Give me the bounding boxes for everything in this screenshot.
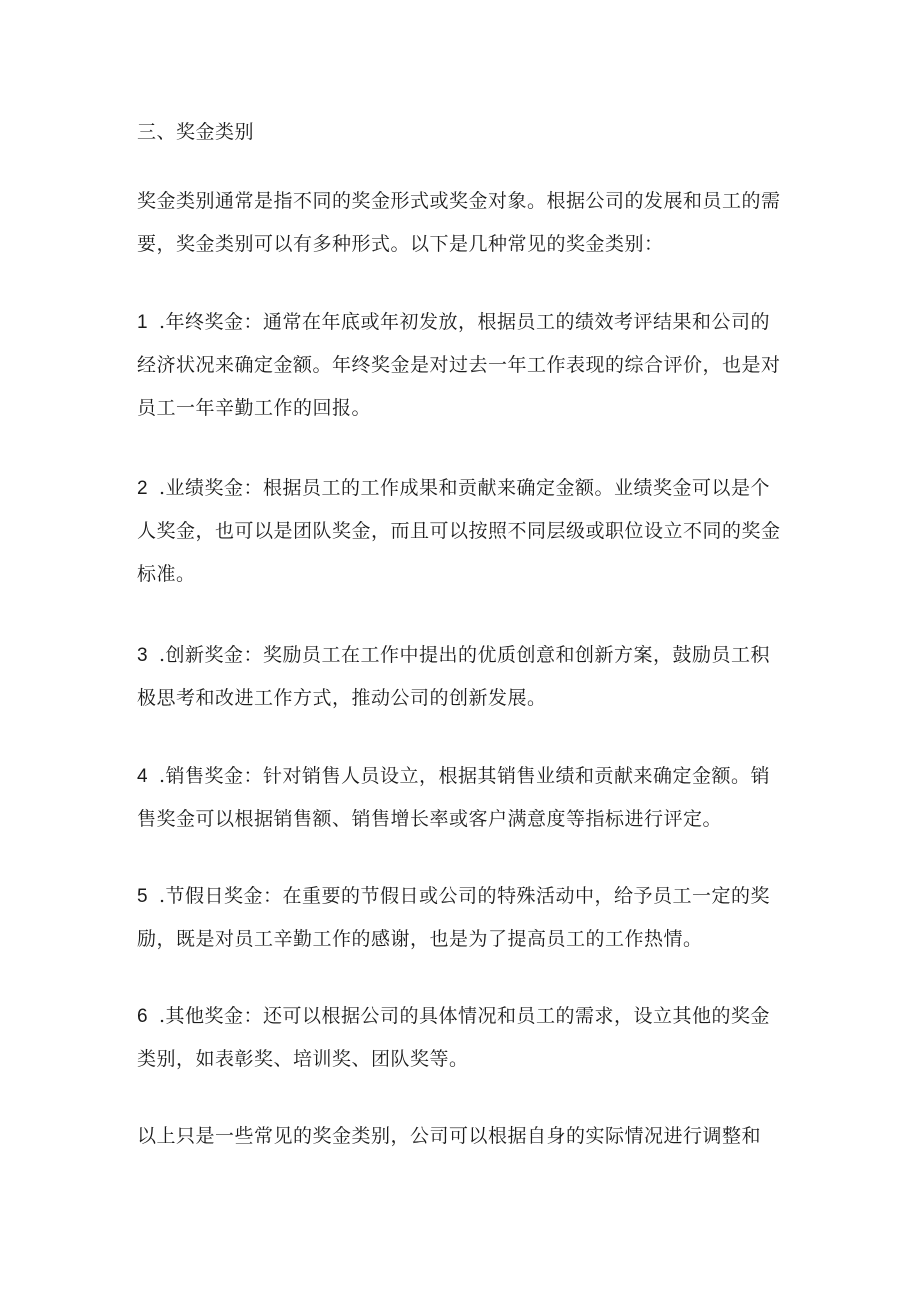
section-heading [137, 111, 792, 154]
item-number: 2 [137, 478, 149, 499]
item-number: 1 [137, 312, 149, 333]
item-text: .销售奖金：针对销售人员设立，根据其销售业绩和贡献来确定金额。销 [159, 765, 771, 787]
paragraph-line: 人奖金，也可以是团队奖金，而且可以按照不同层级或职位设立不同的奖金 [137, 520, 781, 542]
paragraph-line: 要，奖金类别可以有多种形式。以下是几种常见的奖金类别： [137, 233, 664, 255]
list-item-5 [137, 875, 792, 961]
paragraph-line: 励，既是对员工辛勤工作的感谢，也是为了提高员工的工作热情。 [137, 928, 703, 950]
paragraph-line [137, 634, 792, 677]
item-text: .业绩奖金：根据员工的工作成果和贡献来确定金额。业绩奖金可以是个 [159, 477, 771, 499]
list-item-2 [137, 467, 792, 596]
paragraph-line: 售奖金可以根据销售额、销售增长率或客户满意度等指标进行评定。 [137, 808, 723, 830]
item-text: .节假日奖金：在重要的节假日或公司的特殊活动中，给予员工一定的奖 [159, 885, 771, 907]
paragraph-line [137, 995, 792, 1038]
item-number: 3 [137, 645, 149, 666]
paragraph-line: 标准。 [137, 563, 196, 585]
paragraph-line: 以上只是一些常见的奖金类别，公司可以根据自身的实际情况进行调整和 [137, 1125, 762, 1147]
item-text: .年终奖金：通常在年底或年初发放，根据员工的绩效考评结果和公司的 [159, 311, 771, 333]
item-number: 5 [137, 886, 149, 907]
list-item-6 [137, 995, 792, 1081]
paragraph-line: 员工一年辛勤工作的回报。 [137, 397, 372, 419]
list-item-4 [137, 755, 792, 841]
item-text: .创新奖金：奖励员工在工作中提出的优质创意和创新方案，鼓励员工积 [159, 644, 771, 666]
closing-paragraph [137, 1115, 792, 1158]
item-number: 4 [137, 766, 149, 787]
paragraph-line [137, 755, 792, 798]
list-item-1 [137, 301, 792, 430]
heading-line: 三、奖金类别 [137, 121, 255, 143]
list-item-3 [137, 634, 792, 720]
item-text: .其他奖金：还可以根据公司的具体情况和员工的需求，设立其他的奖金 [159, 1005, 771, 1027]
item-number: 6 [137, 1006, 149, 1027]
paragraph-line: 类别，如表彰奖、培训奖、团队奖等。 [137, 1048, 469, 1070]
intro-paragraph [137, 180, 792, 266]
paragraph-line: 极思考和改进工作方式，推动公司的创新发展。 [137, 687, 547, 709]
paragraph-line [137, 467, 792, 510]
paragraph-line: 经济状况来确定金额。年终奖金是对过去一年工作表现的综合评价，也是对 [137, 354, 781, 376]
paragraph-line [137, 875, 792, 918]
paragraph-line: 奖金类别通常是指不同的奖金形式或奖金对象。根据公司的发展和员工的需 [137, 190, 781, 212]
paragraph-line [137, 301, 792, 344]
